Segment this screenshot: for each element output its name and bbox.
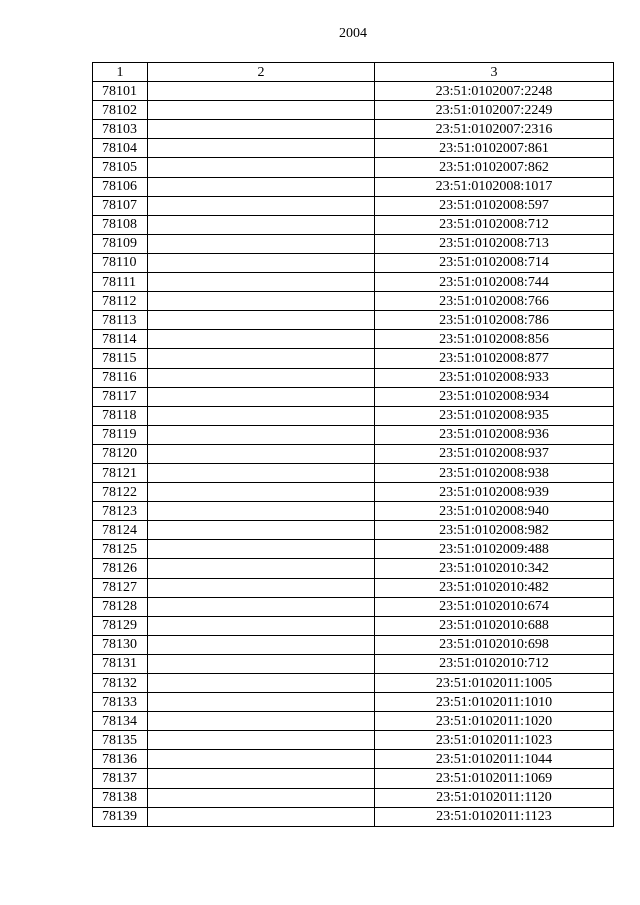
row-cadastral-number-cell: 23:51:0102007:862	[375, 158, 614, 177]
row-cadastral-number-cell: 23:51:0102008:934	[375, 387, 614, 406]
table-row	[93, 540, 614, 559]
row-name-cell	[148, 292, 375, 311]
row-name-cell	[148, 177, 375, 196]
row-cadastral-number-cell: 23:51:0102008:786	[375, 311, 614, 330]
table-body	[93, 82, 614, 827]
row-name-cell	[148, 559, 375, 578]
table-row	[93, 273, 614, 292]
table-row	[93, 368, 614, 387]
row-name-cell	[148, 253, 375, 272]
table-row	[93, 215, 614, 234]
row-cadastral-number-cell: 23:51:0102008:940	[375, 502, 614, 521]
row-number-cell: 78132	[93, 674, 148, 693]
row-cadastral-number-cell: 23:51:0102008:744	[375, 273, 614, 292]
table-row	[93, 521, 614, 540]
row-number-cell: 78122	[93, 483, 148, 502]
row-cadastral-number-cell: 23:51:0102007:2249	[375, 101, 614, 120]
row-number-cell: 78139	[93, 807, 148, 826]
row-cadastral-number-cell: 23:51:0102008:938	[375, 463, 614, 482]
row-number-cell: 78104	[93, 139, 148, 158]
table-row	[93, 559, 614, 578]
row-name-cell	[148, 654, 375, 673]
row-name-cell	[148, 139, 375, 158]
row-number-cell: 78106	[93, 177, 148, 196]
row-cadastral-number-cell: 23:51:0102011:1044	[375, 750, 614, 769]
table-row	[93, 597, 614, 616]
row-name-cell	[148, 158, 375, 177]
row-number-cell: 78118	[93, 406, 148, 425]
row-cadastral-number-cell: 23:51:0102008:982	[375, 521, 614, 540]
row-name-cell	[148, 101, 375, 120]
table-row	[93, 387, 614, 406]
row-number-cell: 78114	[93, 330, 148, 349]
row-name-cell	[148, 463, 375, 482]
row-cadastral-number-cell: 23:51:0102010:698	[375, 635, 614, 654]
row-name-cell	[148, 712, 375, 731]
row-number-cell: 78109	[93, 234, 148, 253]
row-name-cell	[148, 330, 375, 349]
row-number-cell: 78137	[93, 769, 148, 788]
table-row	[93, 444, 614, 463]
row-number-cell: 78136	[93, 750, 148, 769]
table-row	[93, 616, 614, 635]
table-row	[93, 483, 614, 502]
table-row	[93, 139, 614, 158]
row-number-cell: 78134	[93, 712, 148, 731]
table-row	[93, 234, 614, 253]
row-cadastral-number-cell: 23:51:0102008:1017	[375, 177, 614, 196]
row-number-cell: 78107	[93, 196, 148, 215]
row-number-cell: 78105	[93, 158, 148, 177]
row-cadastral-number-cell: 23:51:0102007:2316	[375, 120, 614, 139]
row-name-cell	[148, 540, 375, 559]
row-number-cell: 78138	[93, 788, 148, 807]
header-row	[93, 63, 614, 82]
row-cadastral-number-cell: 23:51:0102008:877	[375, 349, 614, 368]
table-row	[93, 330, 614, 349]
row-name-cell	[148, 349, 375, 368]
row-name-cell	[148, 616, 375, 635]
table-row	[93, 731, 614, 750]
row-number-cell: 78111	[93, 273, 148, 292]
row-cadastral-number-cell: 23:51:0102011:1010	[375, 693, 614, 712]
row-number-cell: 78121	[93, 463, 148, 482]
row-number-cell: 78103	[93, 120, 148, 139]
row-number-cell: 78123	[93, 502, 148, 521]
row-name-cell	[148, 769, 375, 788]
row-name-cell	[148, 635, 375, 654]
row-cadastral-number-cell: 23:51:0102008:856	[375, 330, 614, 349]
table-row	[93, 253, 614, 272]
row-number-cell: 78126	[93, 559, 148, 578]
row-cadastral-number-cell: 23:51:0102010:674	[375, 597, 614, 616]
table-row	[93, 693, 614, 712]
row-name-cell	[148, 674, 375, 693]
row-name-cell	[148, 693, 375, 712]
table-row	[93, 311, 614, 330]
row-number-cell: 78133	[93, 693, 148, 712]
row-number-cell: 78119	[93, 425, 148, 444]
row-cadastral-number-cell: 23:51:0102008:712	[375, 215, 614, 234]
table-row	[93, 788, 614, 807]
row-cadastral-number-cell: 23:51:0102011:1123	[375, 807, 614, 826]
row-number-cell: 78116	[93, 368, 148, 387]
row-number-cell: 78102	[93, 101, 148, 120]
row-name-cell	[148, 215, 375, 234]
row-cadastral-number-cell: 23:51:0102011:1005	[375, 674, 614, 693]
table-row	[93, 674, 614, 693]
row-name-cell	[148, 807, 375, 826]
table-row	[93, 463, 614, 482]
row-name-cell	[148, 82, 375, 101]
row-number-cell: 78101	[93, 82, 148, 101]
row-number-cell: 78128	[93, 597, 148, 616]
row-number-cell: 78135	[93, 731, 148, 750]
row-cadastral-number-cell: 23:51:0102010:688	[375, 616, 614, 635]
table-header	[93, 63, 614, 82]
row-number-cell: 78110	[93, 253, 148, 272]
table-row	[93, 807, 614, 826]
row-cadastral-number-cell: 23:51:0102008:714	[375, 253, 614, 272]
row-name-cell	[148, 788, 375, 807]
row-number-cell: 78129	[93, 616, 148, 635]
page-number: 2004	[339, 26, 367, 41]
row-number-cell: 78125	[93, 540, 148, 559]
table-row	[93, 769, 614, 788]
table-row	[93, 425, 614, 444]
column-header-3: 3	[375, 63, 614, 82]
row-number-cell: 78115	[93, 349, 148, 368]
table-row	[93, 292, 614, 311]
row-name-cell	[148, 311, 375, 330]
row-name-cell	[148, 234, 375, 253]
row-cadastral-number-cell: 23:51:0102007:861	[375, 139, 614, 158]
row-name-cell	[148, 502, 375, 521]
table-row	[93, 654, 614, 673]
row-cadastral-number-cell: 23:51:0102007:2248	[375, 82, 614, 101]
row-number-cell: 78127	[93, 578, 148, 597]
row-cadastral-number-cell: 23:51:0102011:1069	[375, 769, 614, 788]
row-cadastral-number-cell: 23:51:0102011:1120	[375, 788, 614, 807]
table-row	[93, 578, 614, 597]
column-header-2: 2	[148, 63, 375, 82]
row-name-cell	[148, 120, 375, 139]
table-row	[93, 635, 614, 654]
table-row	[93, 120, 614, 139]
row-name-cell	[148, 406, 375, 425]
row-name-cell	[148, 273, 375, 292]
row-number-cell: 78113	[93, 311, 148, 330]
row-cadastral-number-cell: 23:51:0102009:488	[375, 540, 614, 559]
row-number-cell: 78120	[93, 444, 148, 463]
row-number-cell: 78108	[93, 215, 148, 234]
row-cadastral-number-cell: 23:51:0102008:937	[375, 444, 614, 463]
row-name-cell	[148, 750, 375, 769]
row-number-cell: 78117	[93, 387, 148, 406]
column-header-1: 1	[93, 63, 148, 82]
row-cadastral-number-cell: 23:51:0102008:713	[375, 234, 614, 253]
row-number-cell: 78112	[93, 292, 148, 311]
row-number-cell: 78124	[93, 521, 148, 540]
row-number-cell: 78130	[93, 635, 148, 654]
row-name-cell	[148, 521, 375, 540]
table-row	[93, 82, 614, 101]
row-number-cell: 78131	[93, 654, 148, 673]
registry-table	[92, 62, 614, 827]
row-cadastral-number-cell: 23:51:0102011:1020	[375, 712, 614, 731]
row-name-cell	[148, 425, 375, 444]
row-name-cell	[148, 444, 375, 463]
row-cadastral-number-cell: 23:51:0102008:936	[375, 425, 614, 444]
table-row	[93, 177, 614, 196]
row-cadastral-number-cell: 23:51:0102008:766	[375, 292, 614, 311]
table-row	[93, 502, 614, 521]
table-row	[93, 712, 614, 731]
row-cadastral-number-cell: 23:51:0102008:939	[375, 483, 614, 502]
row-name-cell	[148, 196, 375, 215]
row-name-cell	[148, 578, 375, 597]
table-row	[93, 196, 614, 215]
row-cadastral-number-cell: 23:51:0102010:482	[375, 578, 614, 597]
table-row	[93, 406, 614, 425]
table-row	[93, 349, 614, 368]
row-name-cell	[148, 368, 375, 387]
row-cadastral-number-cell: 23:51:0102008:935	[375, 406, 614, 425]
row-name-cell	[148, 597, 375, 616]
table-row	[93, 101, 614, 120]
row-name-cell	[148, 483, 375, 502]
row-cadastral-number-cell: 23:51:0102010:342	[375, 559, 614, 578]
table-row	[93, 750, 614, 769]
row-name-cell	[148, 731, 375, 750]
row-name-cell	[148, 387, 375, 406]
row-cadastral-number-cell: 23:51:0102011:1023	[375, 731, 614, 750]
table-row	[93, 158, 614, 177]
row-cadastral-number-cell: 23:51:0102010:712	[375, 654, 614, 673]
row-cadastral-number-cell: 23:51:0102008:933	[375, 368, 614, 387]
row-cadastral-number-cell: 23:51:0102008:597	[375, 196, 614, 215]
